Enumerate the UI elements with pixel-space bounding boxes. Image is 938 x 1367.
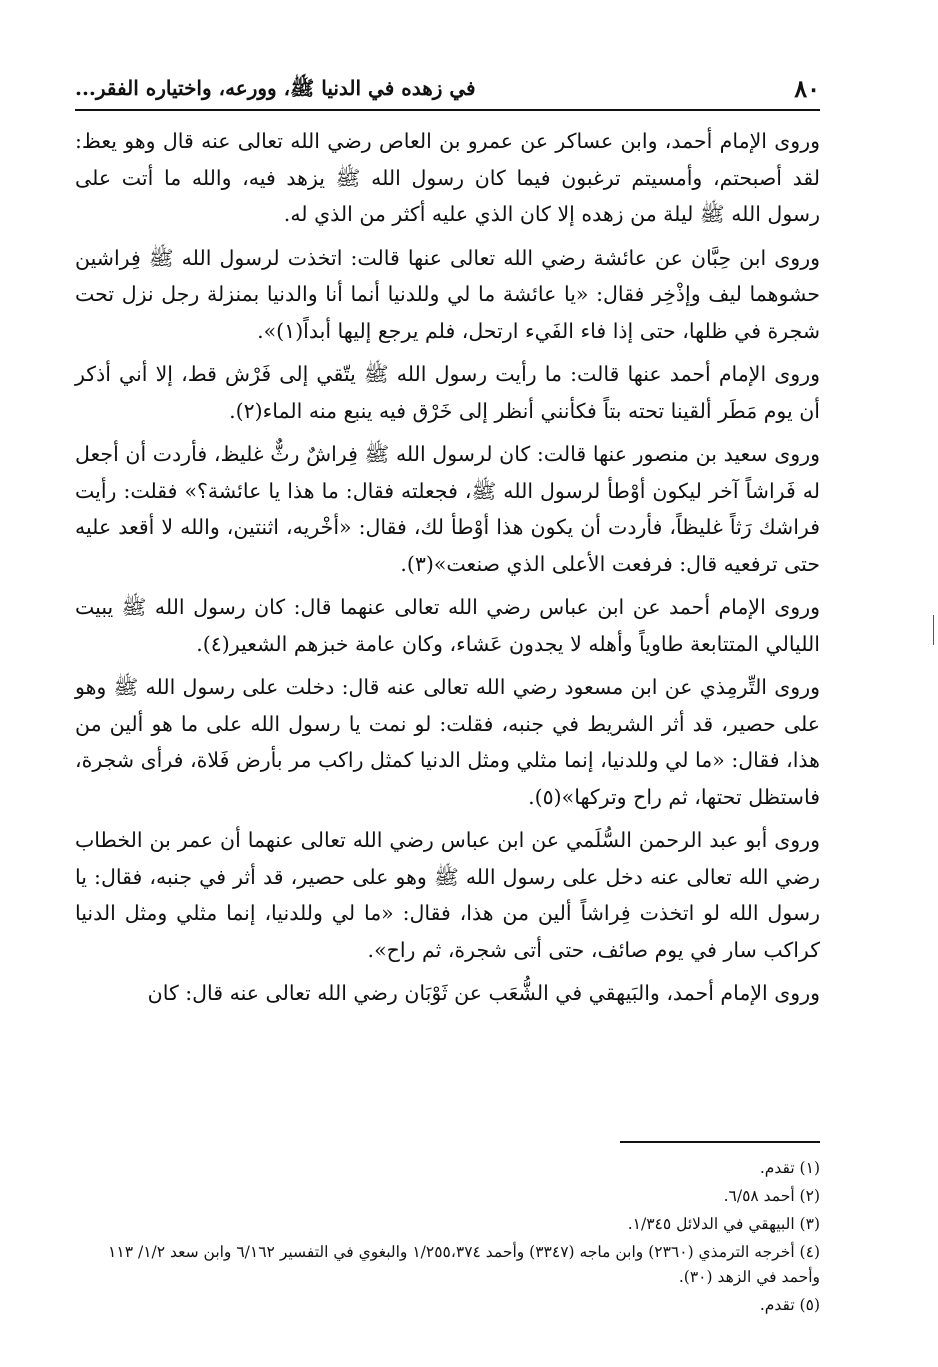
page-header: [75, 68, 820, 108]
paragraph: وروى الإمام أحمد، وابن عساكر عن عمرو بن العاص رضي الله تعالى عنه قال وهو يعظ: لقد أصبحتم، وأمسيتم ترغبون فيما كان رسول الله ﷺ يزهد فيه، والله ما أتت على رسول الله ﷺ ليلة من زهده إلا كان الذي عليه أكثر من الذي له.: [75, 129, 820, 226]
paragraph: وروى الإمام أحمد عنها قالت: ما رأيت رسول الله ﷺ يتّقي إلى فَرْش قط، إلا أني أذكر أن يوم مَطَر ألقينا تحته بتاً فكأنني أنظر إلى خَرْق فيه ينبع منه الماء(٢).: [75, 362, 820, 423]
paragraph: وروى الإمام أحمد عن ابن عباس رضي الله تعالى عنهما قال: كان رسول الله ﷺ يبيت الليالي المتتابعة طاوياً وأهله لا يجدون عَشاء، وكان عامة خبزهم الشعير(٤).: [75, 595, 820, 656]
paragraph: وروى أبو عبد الرحمن السُّلَمي عن ابن عباس رضي الله تعالى عنهما أن عمر بن الخطاب رضي الله تعالى عنه دخل على رسول الله ﷺ وهو على حصير، قد أثر في جنبه، فقال: يا رسول الله لو اتخذت فِراشاً ألين من هذا، فقال: «ما لي وللدنيا، إنما مثلي ومثل الدنيا كراكب سار في يوم صائف، حتى أتى شجرة، ثم راح».: [75, 828, 820, 962]
footnote-item: (١) تقدم.: [759, 1159, 820, 1177]
footnote-item: (٥) تقدم.: [759, 1296, 820, 1314]
footnote-item: (٣) البيهقي في الدلائل ١/٣٤٥.: [627, 1215, 820, 1233]
margin-mark: [933, 615, 934, 645]
header-divider: [75, 109, 820, 111]
footnotes: [75, 1156, 820, 1321]
running-title: في زهده في الدنيا ﷺ، وورعه، واختياره الفقر...: [75, 76, 476, 100]
paragraph: وروى الإمام أحمد، والبَيهقي في الشُّعَب عن ثَوْبَان رضي الله تعالى عنه قال: كان: [147, 981, 820, 1005]
paragraph: وروى سعيد بن منصور عنها قالت: كان لرسول الله ﷺ فِراشٌ رثٌّ غليظ، فأردت أن أجعل له فَراشاً آخر ليكون أوْطأ لرسول الله ﷺ، فجعلته فقال: ما هذا يا عائشة؟» فقلت: رأيت فراشك رَثاً غليظاً، فأردت أن يكون هذا أوْطأ لك، فقال: «أخْريه، اثنتين، والله لا أقعد عليه حتى ترفعيه قال: فرفعت الأعلى الذي صنعت»(٣).: [75, 442, 820, 576]
footnote-divider: [620, 1141, 820, 1143]
footnote-item: (٢) أحمد ٦/٥٨.: [723, 1187, 820, 1205]
footnote-item: (٤) أخرجه الترمذي (٢٣٦٠) وابن ماجه (٣٣٤٧) وأحمد ١/٢٥٥،٣٧٤ والبغوي في التفسير ٦/١٦٢ وابن سعد ١/٢/ ١١٣ وأحمد في الزهد (٣٠).: [108, 1243, 820, 1286]
main-text: [75, 123, 820, 1019]
paragraph: وروى التِّرمِذي عن ابن مسعود رضي الله تعالى عنه قال: دخلت على رسول الله ﷺ وهو على حصير، قد أثر الشريط في جنبه، فقلت: لو نمت يا رسول الله على ما هو ألين من هذا، فقال: «ما لي وللدنيا، إنما مثلي ومثل الدنيا كمثل راكب مر بأرض فَلاة، فرأى شجرة، فاستظل تحتها، ثم راح وتركها»(٥).: [75, 675, 820, 809]
page-number: ٨٠: [794, 74, 820, 103]
paragraph: وروى ابن حِبَّان عن عائشة رضي الله تعالى عنها قالت: اتخذت لرسول الله ﷺ فِراشين حشوهما ليف وإذْخِر فقال: «يا عائشة ما لي وللدنيا أنما أنا والدنيا بمنزلة رجل نزل تحت شجرة في ظلها، حتى إذا فاء الفَيء ارتحل، فلم يرجع إليها أبداً(١)».: [75, 245, 820, 343]
